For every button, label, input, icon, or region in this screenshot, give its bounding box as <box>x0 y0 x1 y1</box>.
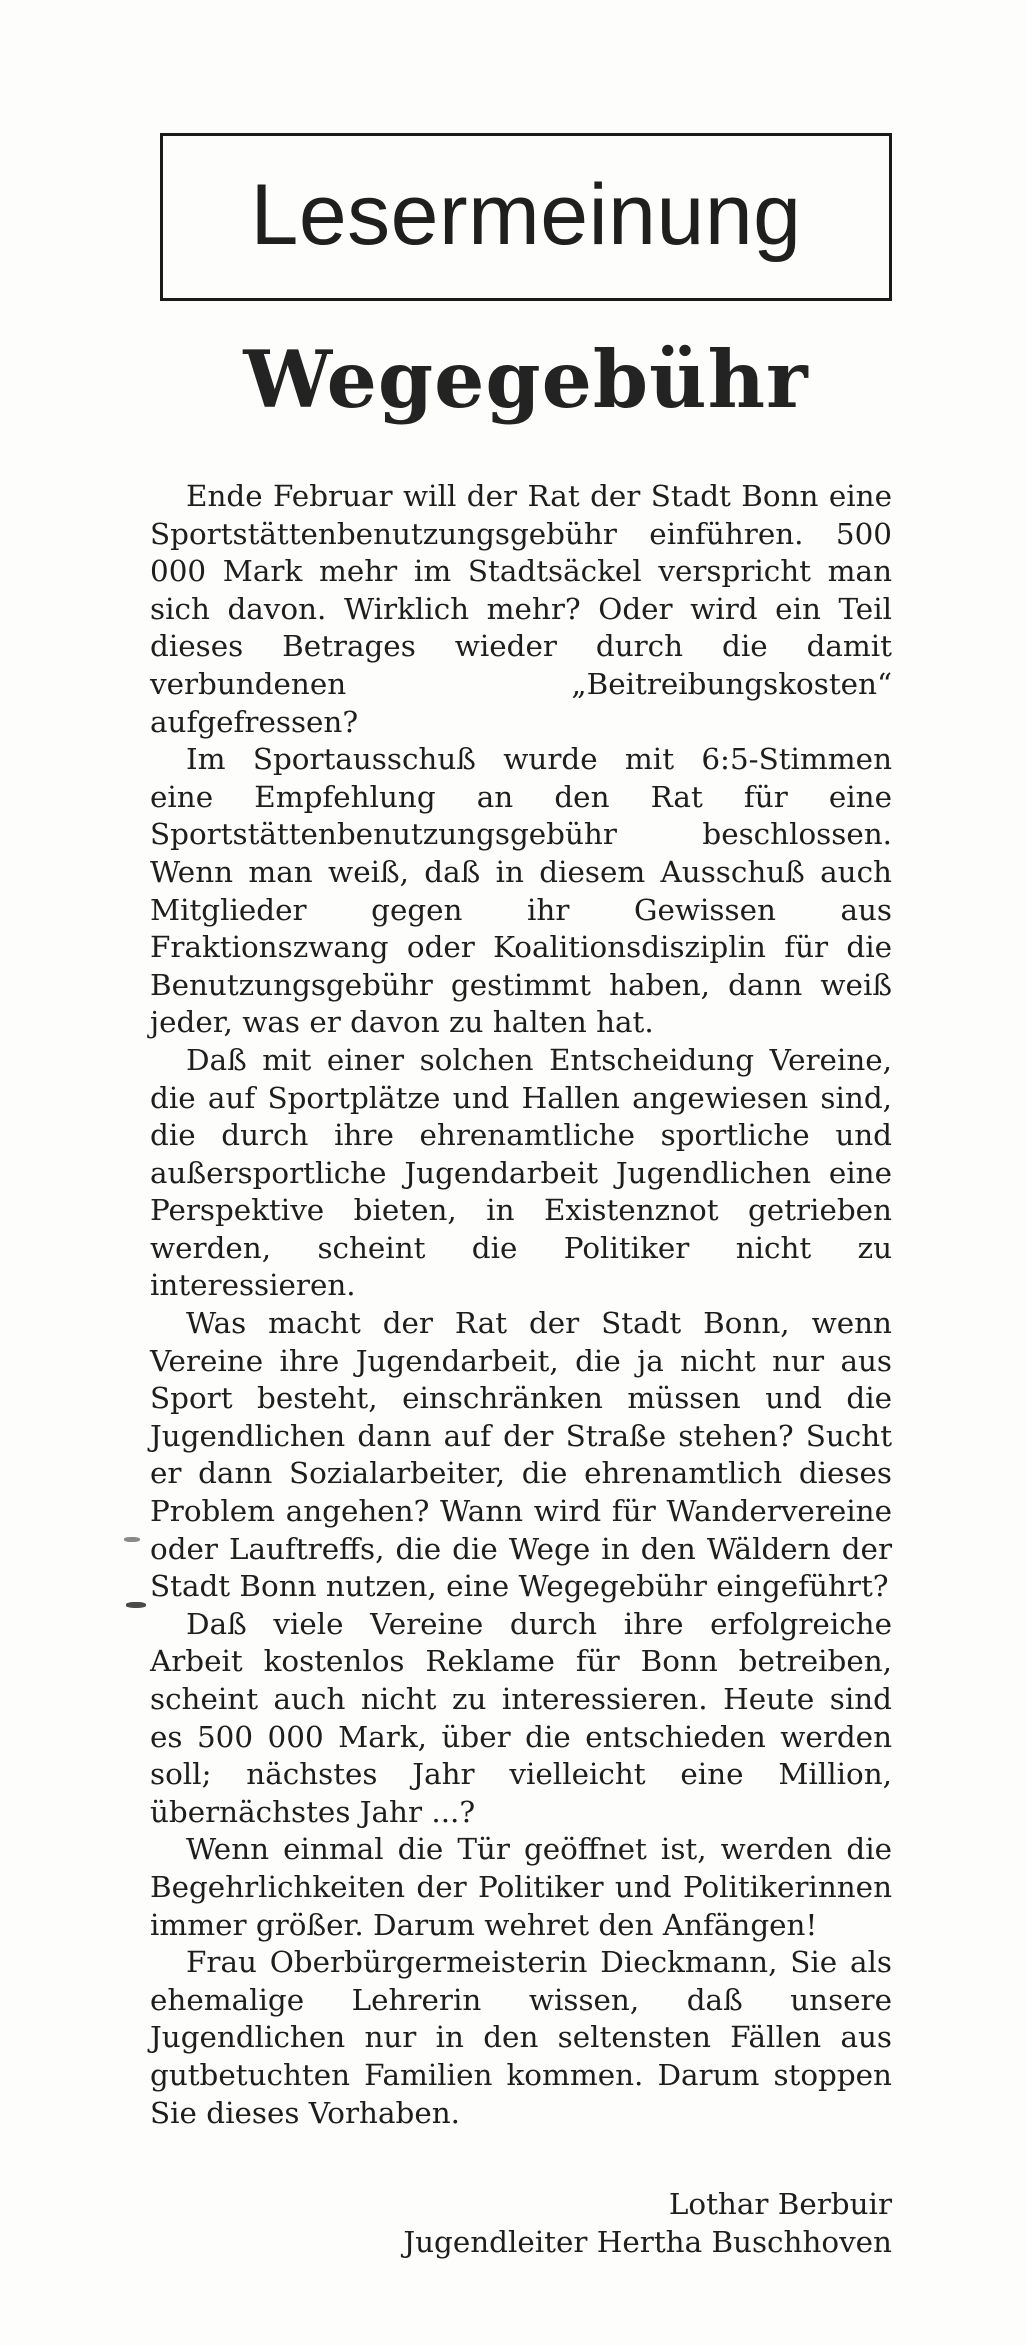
scan-speck <box>126 1602 146 1608</box>
paragraph: Wenn einmal die Tür geöffnet ist, werden die Begehrlichkeiten der Politiker und Politikerinnen immer größer. Darum wehret den Anfängen! <box>150 1832 892 1942</box>
article-body <box>150 478 892 2132</box>
rubric-box <box>160 133 892 301</box>
rubric-label: Lesermeinung <box>250 167 802 263</box>
paragraph: Im Sportausschuß wurde mit 6:5-Stimmen eine Empfehlung an den Rat für eine Sportstättenbenutzungsgebühr beschlossen. Wenn man weiß, daß in diesem Ausschuß auch Mitglieder gegen ihr Gewissen aus Fraktionszwang oder Koalitionsdisziplin für die Benutzungsgebühr gestimmt haben, dann weiß jeder, was er davon zu halten hat. <box>150 742 892 1040</box>
author-name: Lothar Berbuir <box>668 2187 892 2221</box>
author-title: Jugendleiter Hertha Buschhoven <box>403 2225 892 2259</box>
paragraph: Ende Februar will der Rat der Stadt Bonn eine Sportstättenbenutzungsgebühr einführen. 500 000 Mark mehr im Stadtsäckel verspricht man sich davon. Wirklich mehr? Oder wird ein Teil dieses Betrages wieder durch die damit verbundenen „Beitreibungskosten“ aufgefressen? <box>150 479 892 739</box>
article-headline: Wegegebühr <box>243 333 809 426</box>
scan-speck <box>124 1537 140 1542</box>
paragraph: Daß mit einer solchen Entscheidung Vereine, die auf Sportplätze und Hallen angewiesen sind, die durch ihre ehrenamtliche sportliche und außersportliche Jugendarbeit Jugendlichen eine Perspektive bieten, in Existenznot getrieben werden, scheint die Politiker nicht zu interessieren. <box>150 1042 892 1303</box>
paragraph: Was macht der Rat der Stadt Bonn, wenn Vereine ihre Jugendarbeit, die ja nicht nur aus Sport besteht, einschränken müssen und die Jugendlichen dann auf der Straße stehen? Sucht er dann Sozialarbeiter, die ehrenamtlich dieses Problem angehen? Wann wird für Wandervereine oder Lauftreffs, die die Wege in den Wäldern der Stadt Bonn nutzen, eine Wegegebühr eingeführt? <box>150 1306 892 1604</box>
paragraph: Frau Oberbürgermeisterin Dieckmann, Sie als ehemalige Lehrerin wissen, daß unsere Jugendlichen nur in den seltensten Fällen aus gutbetuchten Familien kommen. Darum stoppen Sie dieses Vorhaben. <box>150 1945 892 2130</box>
paragraph: Daß viele Vereine durch ihre erfolgreiche Arbeit kostenlos Reklame für Bonn betreiben, scheint auch nicht zu interessieren. Heute sind es 500 000 Mark, über die entschieden werden soll; nächstes Jahr vielleicht eine Million, übernächstes Jahr ...? <box>150 1606 892 1829</box>
